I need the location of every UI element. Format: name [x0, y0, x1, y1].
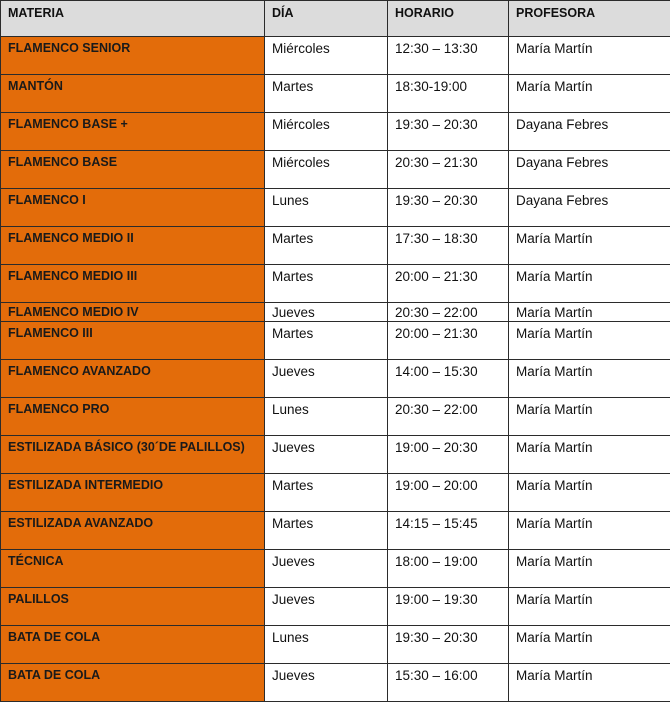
- dia-cell: Martes: [265, 227, 388, 265]
- horario-cell: 19:00 – 20:30: [388, 436, 509, 474]
- dia-cell: Jueves: [265, 550, 388, 588]
- dia-cell: Jueves: [265, 360, 388, 398]
- materia-cell: FLAMENCO BASE +: [1, 113, 265, 151]
- dia-cell: Martes: [265, 265, 388, 303]
- materia-cell: ESTILIZADA BÁSICO (30´DE PALILLOS): [1, 436, 265, 474]
- profesora-cell: María Martín: [509, 360, 670, 398]
- materia-cell: TÉCNICA: [1, 550, 265, 588]
- dia-cell: Lunes: [265, 626, 388, 664]
- profesora-cell: Dayana Febres: [509, 189, 670, 227]
- horario-cell: 20:00 – 21:30: [388, 265, 509, 303]
- materia-cell: ESTILIZADA INTERMEDIO: [1, 474, 265, 512]
- profesora-cell: María Martín: [509, 227, 670, 265]
- table-row: [1, 303, 670, 322]
- table-row: [1, 398, 670, 436]
- horario-cell: 17:30 – 18:30: [388, 227, 509, 265]
- horario-cell: 19:30 – 20:30: [388, 113, 509, 151]
- dia-cell: Lunes: [265, 189, 388, 227]
- materia-cell: FLAMENCO III: [1, 322, 265, 360]
- materia-cell: BATA DE COLA: [1, 664, 265, 702]
- materia-cell: FLAMENCO AVANZADO: [1, 360, 265, 398]
- profesora-cell: María Martín: [509, 322, 670, 360]
- horario-cell: 19:00 – 20:00: [388, 474, 509, 512]
- dia-cell: Miércoles: [265, 151, 388, 189]
- table-row: [1, 227, 670, 265]
- horario-cell: 20:30 – 22:00: [388, 303, 509, 322]
- profesora-cell: Dayana Febres: [509, 151, 670, 189]
- profesora-cell: María Martín: [509, 37, 670, 75]
- materia-cell: FLAMENCO SENIOR: [1, 37, 265, 75]
- table-row: [1, 189, 670, 227]
- materia-cell: FLAMENCO MEDIO III: [1, 265, 265, 303]
- dia-cell: Miércoles: [265, 37, 388, 75]
- table-row: [1, 474, 670, 512]
- header-horario: HORARIO: [388, 1, 509, 37]
- materia-cell: FLAMENCO MEDIO II: [1, 227, 265, 265]
- profesora-cell: María Martín: [509, 588, 670, 626]
- horario-cell: 19:30 – 20:30: [388, 189, 509, 227]
- table-row: [1, 113, 670, 151]
- materia-cell: FLAMENCO MEDIO IV: [1, 303, 265, 322]
- horario-cell: 20:00 – 21:30: [388, 322, 509, 360]
- horario-cell: 14:00 – 15:30: [388, 360, 509, 398]
- profesora-cell: María Martín: [509, 436, 670, 474]
- materia-cell: FLAMENCO BASE: [1, 151, 265, 189]
- dia-cell: Martes: [265, 474, 388, 512]
- materia-cell: PALILLOS: [1, 588, 265, 626]
- dia-cell: Jueves: [265, 664, 388, 702]
- dia-cell: Jueves: [265, 303, 388, 322]
- horario-cell: 20:30 – 22:00: [388, 398, 509, 436]
- materia-cell: FLAMENCO I: [1, 189, 265, 227]
- profesora-cell: Dayana Febres: [509, 113, 670, 151]
- table-row: [1, 151, 670, 189]
- materia-cell: BATA DE COLA: [1, 626, 265, 664]
- dia-cell: Martes: [265, 322, 388, 360]
- header-profesora: PROFESORA: [509, 1, 670, 37]
- table-row: [1, 360, 670, 398]
- table-row: [1, 75, 670, 113]
- horario-cell: 12:30 – 13:30: [388, 37, 509, 75]
- materia-cell: MANTÓN: [1, 75, 265, 113]
- profesora-cell: María Martín: [509, 664, 670, 702]
- horario-cell: 18:30-19:00: [388, 75, 509, 113]
- horario-cell: 20:30 – 21:30: [388, 151, 509, 189]
- dia-cell: Martes: [265, 512, 388, 550]
- profesora-cell: María Martín: [509, 303, 670, 322]
- table-row: [1, 664, 670, 702]
- table-row: [1, 512, 670, 550]
- horario-cell: 19:30 – 20:30: [388, 626, 509, 664]
- table-row: [1, 322, 670, 360]
- profesora-cell: María Martín: [509, 512, 670, 550]
- dia-cell: Jueves: [265, 588, 388, 626]
- table-row: [1, 626, 670, 664]
- dia-cell: Jueves: [265, 436, 388, 474]
- profesora-cell: María Martín: [509, 265, 670, 303]
- profesora-cell: María Martín: [509, 398, 670, 436]
- materia-cell: ESTILIZADA AVANZADO: [1, 512, 265, 550]
- dia-cell: Miércoles: [265, 113, 388, 151]
- header-dia: DÍA: [265, 1, 388, 37]
- table-row: [1, 588, 670, 626]
- profesora-cell: María Martín: [509, 474, 670, 512]
- horario-cell: 15:30 – 16:00: [388, 664, 509, 702]
- profesora-cell: María Martín: [509, 626, 670, 664]
- materia-cell: FLAMENCO PRO: [1, 398, 265, 436]
- dia-cell: Martes: [265, 75, 388, 113]
- dia-cell: Lunes: [265, 398, 388, 436]
- table-row: [1, 436, 670, 474]
- profesora-cell: María Martín: [509, 75, 670, 113]
- table-row: [1, 265, 670, 303]
- horario-cell: 19:00 – 19:30: [388, 588, 509, 626]
- table-row: [1, 37, 670, 75]
- profesora-cell: María Martín: [509, 550, 670, 588]
- horario-cell: 14:15 – 15:45: [388, 512, 509, 550]
- header-materia: MATERIA: [1, 1, 265, 37]
- table-row: [1, 550, 670, 588]
- horario-cell: 18:00 – 19:00: [388, 550, 509, 588]
- header-row: [1, 1, 670, 37]
